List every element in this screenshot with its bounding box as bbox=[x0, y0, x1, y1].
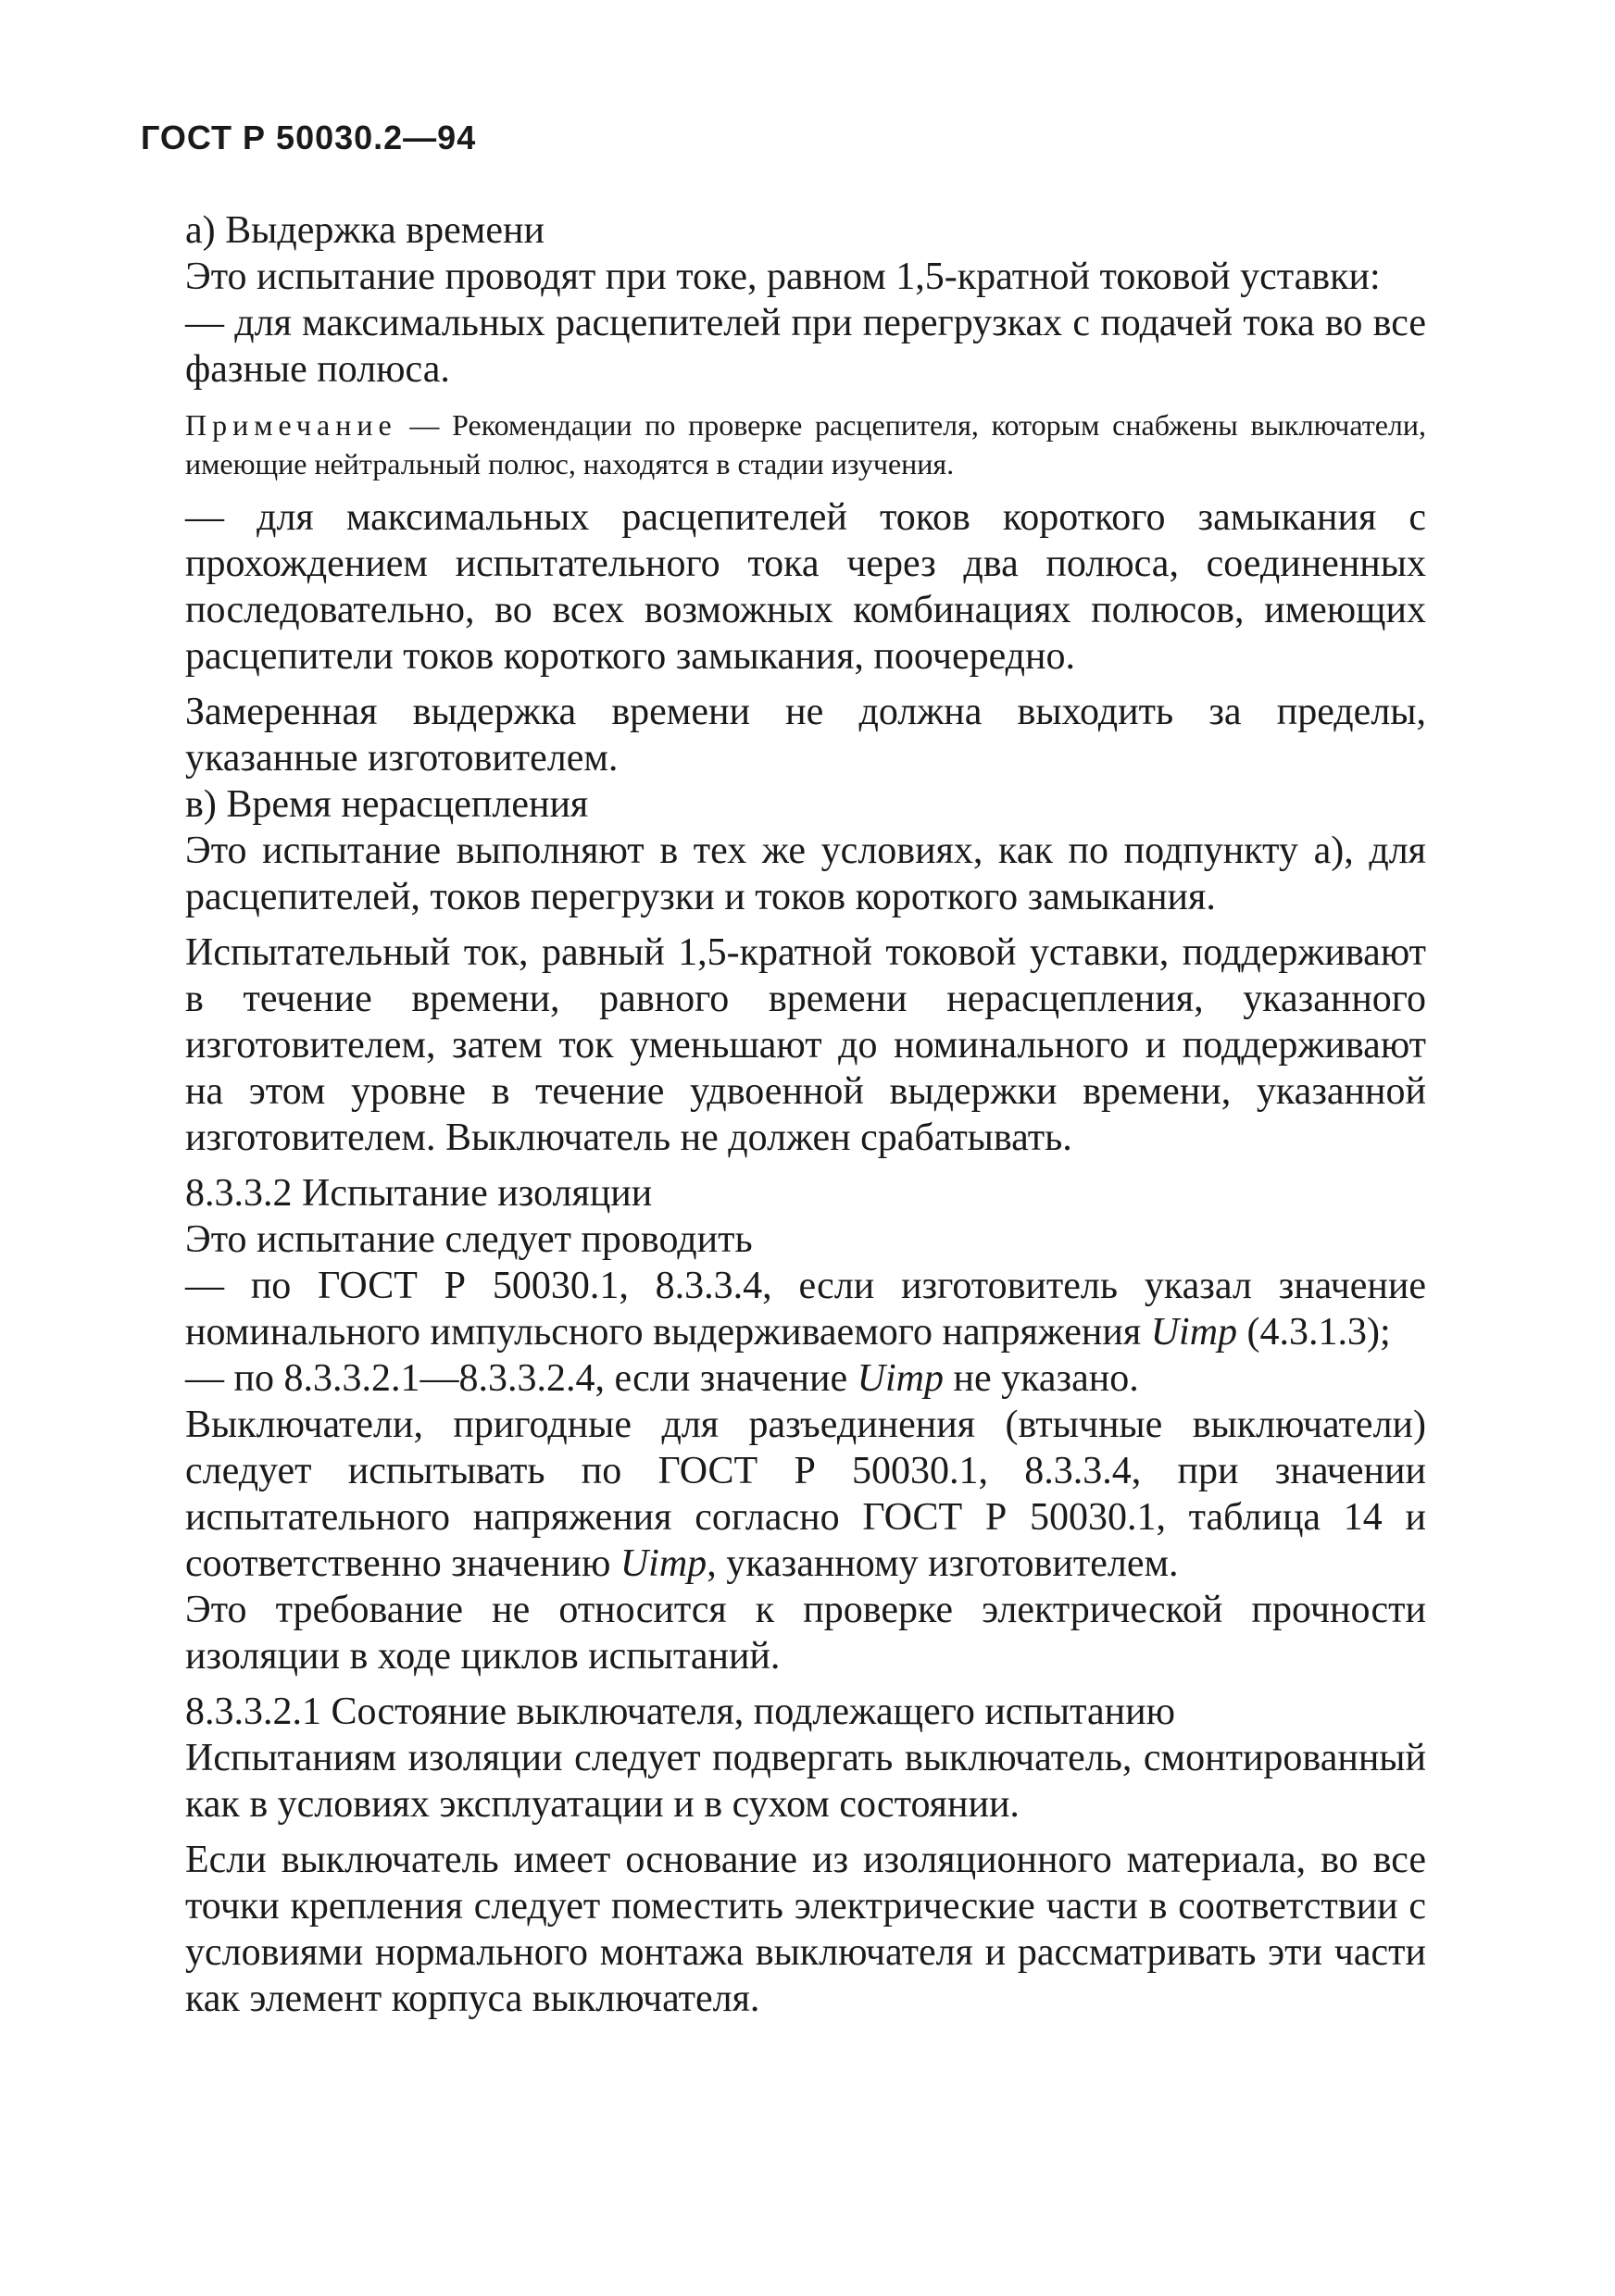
section-heading: 8.3.3.2.1 Состояние выключателя, подлежащего испытанию bbox=[185, 1691, 1175, 1733]
voltage-symbol: Uimp bbox=[620, 1542, 707, 1585]
section-heading: 8.3.3.2 Испытание изоляции bbox=[185, 1172, 653, 1215]
list-item bbox=[185, 1263, 1426, 1355]
paragraph: Испытательный ток, равный 1,5-кратной токовой уставки, поддерживают в течение времени, равного времени нерасцепления, указанного изготовителем, затем ток уменьшают до номинального и поддерживают на этом уровне в течение удвоенной выдержки времени, указанной изготовителем. Выключатель не должен срабатывать. bbox=[185, 931, 1426, 1159]
list-item: — для максимальных расцепителей токов короткого замыкания с прохождением испытательного тока через два полюса, соединенных последовательно, во всех возможных комбинациях полюсов, имеющих расцепители токов короткого замыкания, поочередно. bbox=[185, 496, 1426, 678]
paragraph: Это испытание следует проводить bbox=[185, 1218, 753, 1261]
subclause-a-heading: а) Выдержка времени bbox=[185, 209, 545, 252]
list-item-text: (4.3.1.3); bbox=[1237, 1311, 1391, 1354]
list-item bbox=[185, 1355, 1426, 1402]
paragraph: Это испытание выполняют в тех же условиях, как по подпункту а), для расцепителей, токов перегрузки и токов короткого замыкания. bbox=[185, 830, 1426, 918]
paragraph: Это испытание проводят при токе, равном 1,5-кратной токовой уставки: bbox=[185, 256, 1381, 298]
paragraph: Это требование не относится к проверке электрической прочности изоляции в ходе циклов испытаний. bbox=[185, 1589, 1426, 1678]
voltage-symbol: Uimp bbox=[857, 1357, 944, 1400]
note-label: Примечание bbox=[185, 408, 397, 442]
paragraph bbox=[185, 1402, 1426, 1587]
voltage-symbol: Uimp bbox=[1150, 1311, 1238, 1354]
document-header: ГОСТ Р 50030.2—94 bbox=[141, 119, 477, 156]
paragraph: Испытаниям изоляции следует подвергать выключатель, смонтированный как в условиях эксплуатации и в сухом состоянии. bbox=[185, 1737, 1426, 1826]
list-item-text: не указано. bbox=[943, 1357, 1139, 1400]
note-text: — Рекомендации по проверке расцепителя, которым снабжены выключатели, имеющие нейтральный полюс, находятся в стадии изучения. bbox=[185, 408, 1426, 480]
subclause-b-heading: в) Время нерасцепления bbox=[185, 783, 589, 826]
document-body bbox=[185, 207, 1426, 2022]
paragraph: Замеренная выдержка времени не должна выходить за пределы, указанные изготовителем. bbox=[185, 691, 1426, 780]
list-item: — для максимальных расцепителей при перегрузках с подачей тока во все фазные полюса. bbox=[185, 302, 1426, 391]
paragraph-text: , указанному изготовителем. bbox=[707, 1542, 1179, 1585]
note bbox=[185, 406, 1426, 483]
list-item-text: — по ГОСТ Р 50030.1, 8.3.3.4, если изготовитель указал значение номинального импульсного выдерживаемого напряжения bbox=[185, 1265, 1426, 1354]
list-item-text: — по 8.3.3.2.1—8.3.3.2.4, если значение bbox=[185, 1357, 858, 1400]
paragraph-text: Выключатели, пригодные для разъединения (втычные выключатели) следует испытывать по ГОСТ Р 50030.1, 8.3.3.4, при значении испытательного напряжения согласно ГОСТ Р 50030.1, таблица 14 и соответственно значению bbox=[185, 1404, 1426, 1585]
paragraph: Если выключатель имеет основание из изоляционного материала, во все точки крепления следует поместить электрические части в соответствии с условиями нормального монтажа выключателя и рассматривать эти части как элемент корпуса выключателя. bbox=[185, 1839, 1426, 2020]
